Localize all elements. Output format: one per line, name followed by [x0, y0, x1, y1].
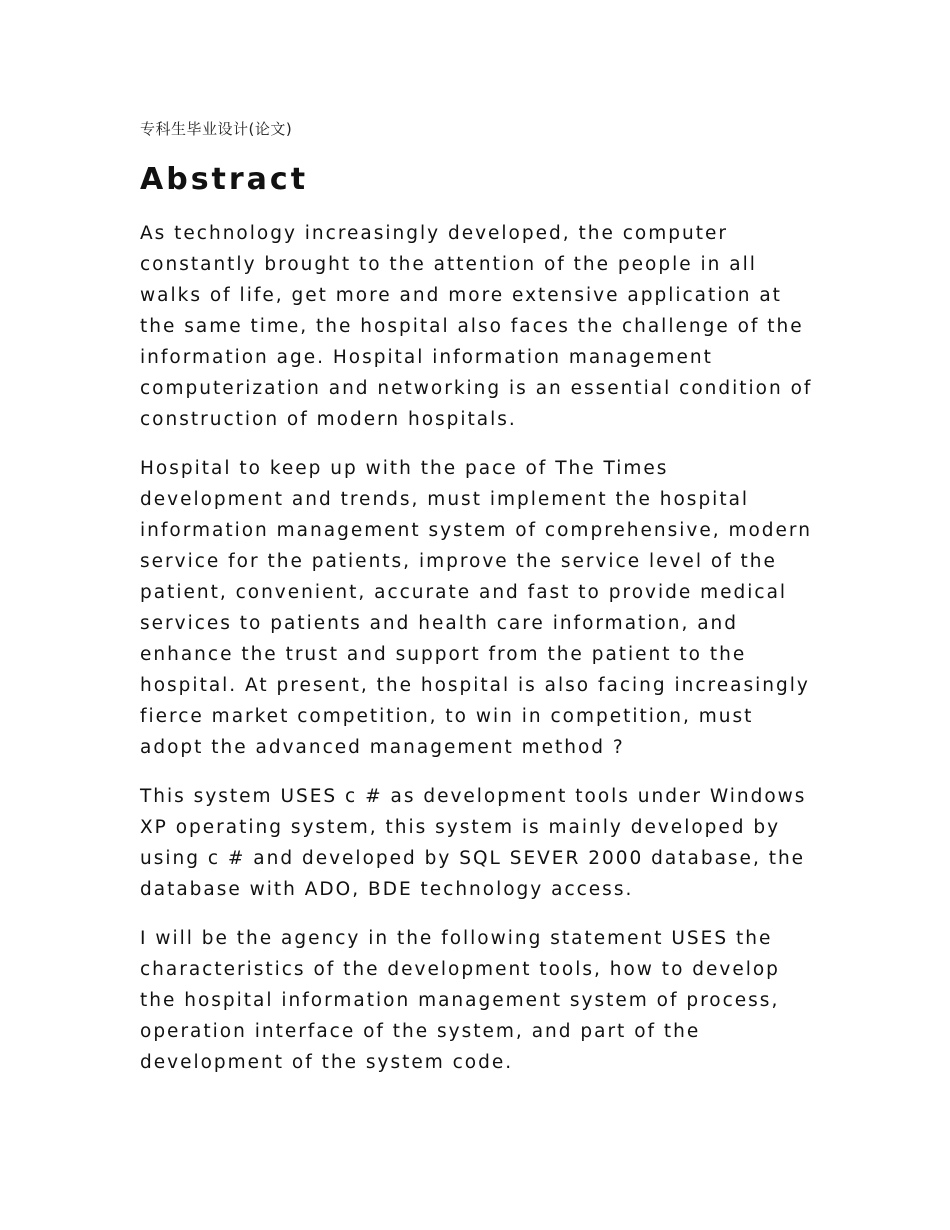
abstract-paragraph-1: As technology increasingly developed, the computer constantly brought to the attention of the people in all walks of life, get more and more extensive application at the same time, the hospital also faces the challenge of the information age. Hospital information management computerization and networking is an essential condition of construction of modern hospitals.: [140, 223, 813, 430]
abstract-title: Abstract: [140, 162, 309, 197]
document-page: [140, 118, 820, 1096]
thesis-header-label: 专科生毕业设计(论文): [140, 120, 293, 138]
abstract-paragraph-4: I will be the agency in the following statement USES the characteristics of the development tools, how to develop the hospital information management system of process, operation interface of the system, and part of the development of the system code.: [140, 928, 780, 1073]
abstract-paragraph-3: This system USES c # as development tools under Windows XP operating system, this system is mainly developed by using c # and developed by SQL SEVER 2000 database, the database with ADO, BDE technology access.: [140, 786, 807, 900]
abstract-paragraph-2: Hospital to keep up with the pace of The Times development and trends, must implement the hospital information management system of comprehensive, modern service for the patients, improve the service level of the patient, convenient, accurate and fast to provide medical services to patients and health care information, and enhance the trust and support from the patient to the hospital. At present, the hospital is also facing increasingly fierce market competition, to win in competition, must adopt the advanced management method ?: [140, 458, 812, 758]
